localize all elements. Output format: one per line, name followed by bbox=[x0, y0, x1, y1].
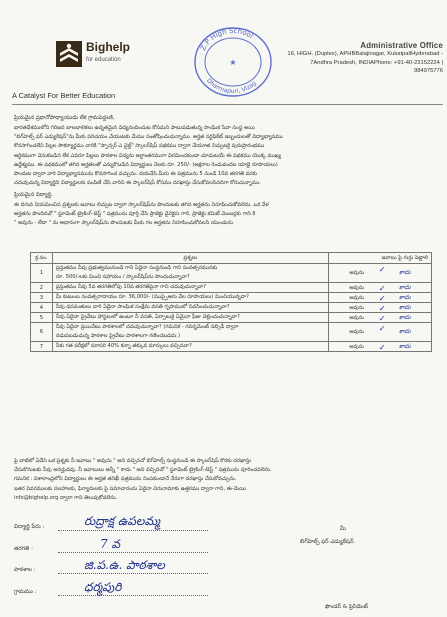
check-mark-icon: ✓ bbox=[378, 314, 386, 323]
check-mark-icon: ✓ bbox=[378, 294, 386, 303]
salutation-headmaster: ప్రియమైన ప్రధానోపాధ్యాయుడు లేక గ్రామపెద్దలకి, bbox=[14, 115, 115, 121]
row-answer[interactable] bbox=[328, 313, 431, 323]
note-line: info@bighelp.org ద్వారా గాని తెలుపుకోవలెను. bbox=[14, 494, 118, 501]
intro-line: భారతదేశములోని గిరిజన బాలబాలికలు ఉన్నతమైన విద్యనందించుట కోసమని పాటుపడుతున్న సాంఘిక సేవా సంస్థ అయి bbox=[14, 125, 255, 131]
class-value: 7 వ bbox=[100, 537, 120, 551]
school-seal-icon bbox=[188, 22, 278, 102]
row-number: 7 bbox=[31, 342, 53, 352]
intro-paragraph bbox=[14, 124, 434, 188]
check-mark-icon: ✓ bbox=[378, 324, 386, 333]
intro-line: "బిగ్‌హెల్ప్ ఫర్ ఎడ్యుకేషన్"ను మీకు పరిచయం చేయుటకు మేము సంతోషించుచున్నాము. అర్హత సర్టిఫికేట్ ఇబ్బందులతో విద్యాభ్యాసము bbox=[14, 134, 283, 141]
question-text: మీ కుటుంబ సంవత్సరాదాయం రూ. 36,000/- (ముప్పైఆరు వేల రూపాయలు) మించియున్నదా? bbox=[55, 294, 249, 300]
office-title: Administrative Office bbox=[360, 41, 443, 50]
answer-no[interactable]: కాదు bbox=[399, 303, 411, 311]
note-line: ఇతర వివరములకు సలహాలకు, ఫిర్యాదులకు పై సమాచారంను ఏదైనా చిరునామాకు ఉత్తరము ద్వారా గాని, ఈ-మెయి bbox=[14, 485, 246, 492]
table-row bbox=[31, 293, 432, 303]
table-row bbox=[31, 264, 432, 283]
question-text: నీవు ధనవంతులు వారి ఏదైనా సాంఘిక సంక్షేమ వసతి గృహములో నివసించుచున్నావా? bbox=[55, 304, 230, 310]
salutation-student: ప్రియమైన విద్యార్థి, bbox=[14, 192, 53, 198]
row-number: 6 bbox=[31, 323, 53, 342]
answer-no[interactable]: కాదు bbox=[399, 293, 411, 301]
question-text: నీవు ఏదైనా ప్రయివేటు పాఠశాలలో చదువుచున్నావా? (గమనిక - గవర్నమెంట్ సబ్సిడీ ద్వారా bbox=[55, 324, 239, 330]
brand-name: Bighelp bbox=[86, 40, 130, 54]
check-mark-icon: ✓ bbox=[378, 265, 386, 274]
answer-yes[interactable]: అవును bbox=[349, 284, 365, 291]
row-number: 5 bbox=[31, 313, 53, 323]
check-mark-icon: ✓ bbox=[378, 304, 386, 313]
school-value: జి.ప.ఉ. పాఠశాల bbox=[84, 558, 165, 572]
intro-line: ఉద్దేశ్యము. ఈ పథకములో తగిన అర్హతలతో ఎన్నుకొబడిన విద్యార్థులు నెలకు రూ. 250/- (అక్షరాల రెండువందల యాభై రూపాయలు) bbox=[14, 161, 278, 168]
office-address-line: Balajinagar, Kukatpall bbox=[355, 51, 412, 57]
row-number: 3 bbox=[31, 293, 53, 303]
answer-no[interactable]: కాదు bbox=[399, 342, 411, 350]
intro-line: పొందుట ద్వారా వారి విద్యాభ్యాసమును కొనసాగించ వచ్చును. దయచేసి మీరు ఈ పత్రమును 5 నుండి 10వ తరగతి వరకు bbox=[14, 171, 257, 178]
question-text: నీవు ఏదైనా ప్రైవేటు హాస్టలులో ఉంటూ నీ వసతి, ఏర్పాటుకై ఏమైనా ఫీజు చెల్లించుచున్నావా? bbox=[55, 314, 240, 320]
student-name-value: రుద్రాక్ష ఉపలమ్మ bbox=[84, 514, 160, 528]
intro-line: చదువుచున్న విద్యార్థిని విద్యార్థులకు పంపిణీ చేసి వారిని ఈ స్కాలర్‌షిప్ కోసము దరఖాస్తు చేసుకోవలసినదిగా కోరుచున్నాము. bbox=[14, 180, 261, 187]
school-label: పాఠశాల : bbox=[14, 567, 36, 573]
row-question bbox=[52, 283, 328, 293]
note-line: గమనిక : విశాలాంధ్రలోని విద్యార్థులు ఈ అర్హత తనిఖీ పత్రమును నింపకుండానే నేరుగా దరఖాస్తు చేసుకోవచ్చును. bbox=[14, 476, 237, 483]
answer-yes[interactable]: అవును bbox=[349, 343, 365, 350]
question-text: రూ. 500/-లకు మించి సహాయం / స్కాలర్‌షిప్‌ను పొందుచున్నావా? bbox=[55, 274, 190, 280]
check-mark-icon: ✓ bbox=[378, 284, 386, 293]
answer-yes[interactable]: అవును bbox=[349, 294, 365, 301]
office-address-line: Andhra Pradesh, INDIA bbox=[313, 59, 374, 66]
instruction-paragraph bbox=[14, 201, 434, 229]
row-number: 4 bbox=[31, 303, 53, 313]
check-mark-icon: ✓ bbox=[378, 343, 386, 352]
question-text: ప్రస్తుతము నీవు 5వ తరగతిలోపు 10వ తరగతిపైనా గాని చదువుచున్నావా? bbox=[55, 284, 206, 290]
intro-line: ఆర్థికముగా వెనుకబడిన లేక ఎవరూ పిల్లలు పాఠశాల విద్యను అర్ధాంతరముగా విరమించకుండా చూడుటయే ఈ పథకము యొక్క ముఖ్య bbox=[14, 152, 281, 159]
col-sno: క్ర.సం. bbox=[31, 253, 53, 264]
signature-org: బిగ్‌హెల్ప్ ఫర్ ఎడ్యుకేషన్ bbox=[300, 539, 354, 545]
col-answer: జవాబు పై గుర్తు పెట్టాలి bbox=[328, 253, 431, 264]
eligibility-table bbox=[30, 252, 432, 352]
row-number: 2 bbox=[31, 283, 53, 293]
row-answer[interactable] bbox=[328, 303, 431, 313]
question-text: నడుపబడుచున్న పాఠశాల ప్రైవేటు పాఠశాలగా గణించబడదు.) bbox=[55, 333, 181, 339]
row-answer[interactable] bbox=[328, 342, 431, 352]
answer-yes[interactable]: అవును bbox=[349, 329, 365, 335]
svg-text:Z.P High School: Z.P High School bbox=[198, 26, 255, 52]
office-address-line: Phone: +91-40-23152224 | 984975776 bbox=[373, 59, 443, 75]
row-answer[interactable] bbox=[328, 323, 431, 342]
table-row bbox=[31, 313, 432, 323]
tagline: A Catalyst For Better Education bbox=[12, 91, 116, 100]
row-question bbox=[52, 323, 328, 342]
village-label: గ్రామము : bbox=[14, 589, 37, 595]
intro-line: కొనసాగించలేని పిల్లల సౌకర్యార్థము వారికి "స్పాన్సర్ ఎ చైల్డ్" స్కాలర్‌షిప్ పథకము ద్వారా చేయూత నిచ్చుటకై పునఃప్రారంభము bbox=[14, 143, 265, 150]
question-text: ప్రస్తుతము నీవు ప్రభుత్వమునుండి గాని ఏదైనా సంస్థనుండి గాని సంవత్సరమునకు bbox=[55, 265, 218, 271]
instruction-line: " అవును - లేదా " ను ఆధారంగా స్కాలర్‌షిప్‌ను పొందుటకు మీకు గల అర్హతను నిరూపించుకోవలసి యుండును bbox=[14, 220, 234, 227]
office-address-line: Hyderabad - 7 bbox=[310, 51, 443, 66]
answer-no[interactable]: కాదు bbox=[399, 269, 411, 276]
answer-yes[interactable]: అవును bbox=[349, 314, 365, 321]
office-address-line: 16, HIGH. (Duplex), APHB bbox=[287, 51, 356, 57]
row-number: 1 bbox=[31, 264, 53, 283]
answer-no[interactable]: కాదు bbox=[399, 283, 411, 291]
col-question: ప్రశ్నలు bbox=[52, 253, 328, 264]
row-question bbox=[52, 313, 328, 323]
student-name-label: విద్యార్థి పేరు : bbox=[14, 524, 45, 530]
table-row bbox=[31, 342, 432, 352]
svg-text:Dharmapuri, Vizag: Dharmapuri, Vizag bbox=[205, 77, 258, 96]
class-line bbox=[58, 552, 208, 553]
row-question bbox=[52, 342, 328, 352]
note-line: పై వాటిలో ఏదేని ఒక ప్రశ్నకు నీ జవాబు " అవును " అని వచ్చినచో బిగ్‌హెల్ప్ సంస్థనుండి ఈ స్కాలర్‌షిప్ కొరకు దరఖాస్తు bbox=[14, 458, 251, 464]
row-answer[interactable] bbox=[328, 283, 431, 293]
class-label: తరగతి : bbox=[14, 546, 33, 552]
office-address bbox=[283, 41, 443, 76]
answer-yes[interactable]: అవును bbox=[349, 270, 365, 276]
row-question bbox=[52, 303, 328, 313]
bighelp-logo-icon bbox=[56, 41, 82, 67]
row-answer[interactable] bbox=[328, 264, 431, 283]
signature-title: ఫౌండర్ & ప్రెసిడెంట్ bbox=[325, 604, 368, 610]
village-line bbox=[58, 595, 208, 596]
row-question bbox=[52, 293, 328, 303]
svg-text:★: ★ bbox=[229, 58, 237, 67]
row-answer[interactable] bbox=[328, 293, 431, 303]
answer-no[interactable]: కాదు bbox=[399, 313, 411, 321]
table-row bbox=[31, 323, 432, 342]
row-question bbox=[52, 264, 328, 283]
brand-subtitle: for education bbox=[86, 57, 121, 63]
table-row bbox=[31, 283, 432, 293]
answer-yes[interactable]: అవును bbox=[349, 304, 365, 311]
notes-paragraph bbox=[14, 457, 434, 503]
header-divider bbox=[12, 104, 443, 105]
signature-closing: మీ bbox=[340, 526, 346, 532]
note-line: చేసుకొనుటకు నీవు అనర్హుడవు. నీ జవాబులు అన్నీ " కాదు " అని వచ్చినచో " స్టూడెంట్ ట్రైకింగ్ టెస్ట్ " పత్రమును పూరించవలెను. bbox=[14, 467, 272, 474]
instruction-line: అర్హతను పొందినచో " స్టూడెంట్ ట్రైకింగ్ టెస్ట్ " పత్రమును పూర్తి చేసి ప్రాజెక్టు డైరెక్టరు గారి, ప్రాజెక్టు కమిటీ మెంబర్లకు గాని కి bbox=[14, 211, 256, 218]
question-text: నీకు గత పరీక్షలో సరాసరి 40% కన్నా తక్కువ మార్కులు వచ్చినవా? bbox=[55, 343, 192, 349]
answer-no[interactable]: కాదు bbox=[399, 328, 411, 335]
instruction-line: ఈ దిగువ నియమించిన ప్రశ్నలకు జవాబు లిచ్చుట ద్వారా స్కాలర్‌షిప్‌ను పొందుటకు తగిన అర్హతను నిరూపించుకోవలెను. ఒక వేళ bbox=[14, 202, 269, 208]
village-value: ధర్మపురి bbox=[84, 580, 122, 594]
table-row bbox=[31, 303, 432, 313]
